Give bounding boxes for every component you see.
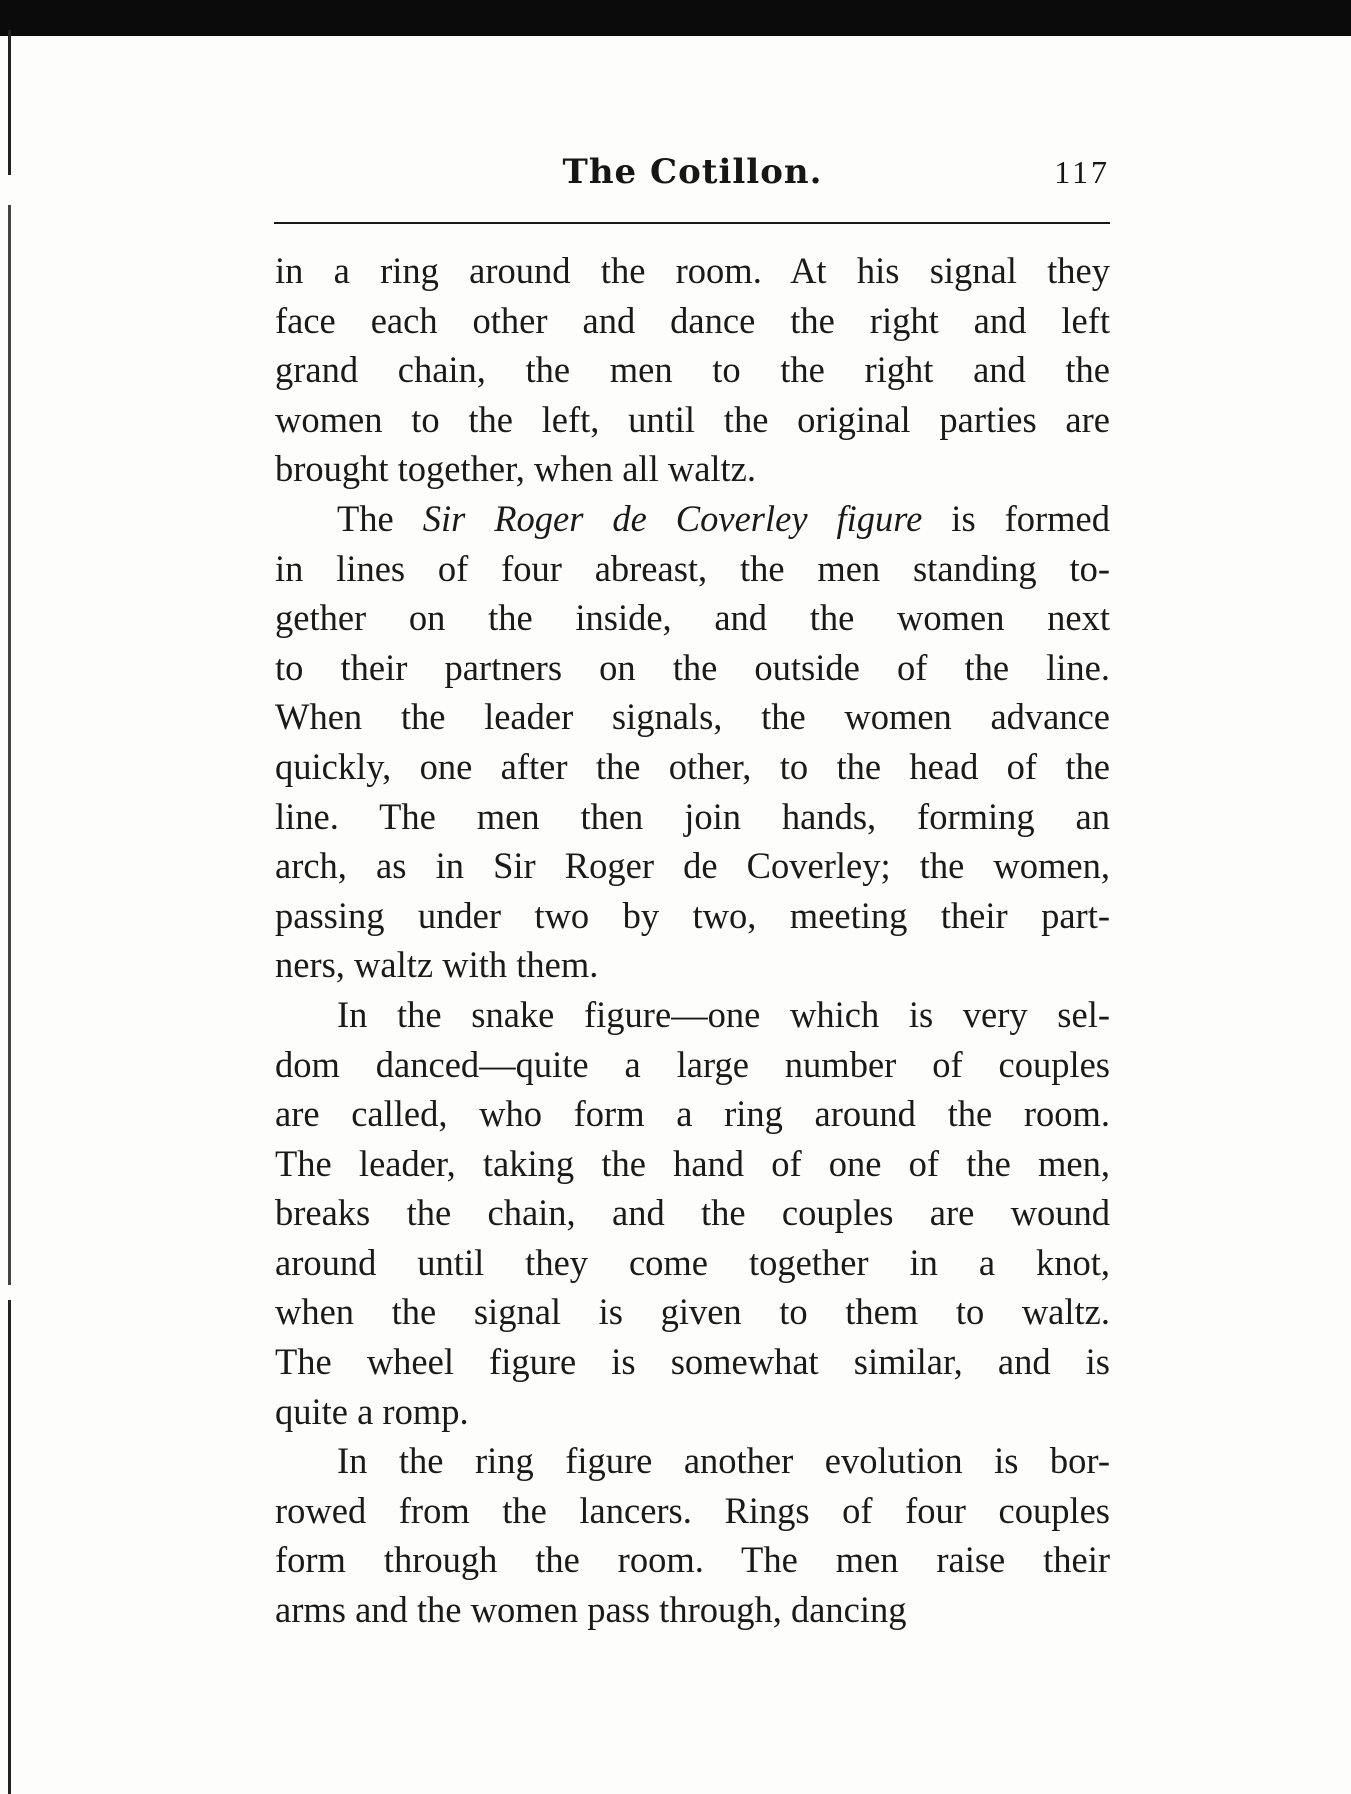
text-line: brought together, when all waltz. — [275, 448, 757, 490]
text-line: to their partners on the outside of the line. — [275, 646, 1110, 688]
text-line: dom danced—quite a large number of couples — [275, 1043, 1110, 1085]
text-line: in lines of four abreast, the men standing to- — [275, 547, 1110, 589]
header-rule — [274, 222, 1110, 224]
text-line: breaks the chain, and the couples are wound — [275, 1192, 1110, 1234]
text-line: The wheel figure is somewhat similar, and is — [275, 1341, 1110, 1383]
scan-top-border — [0, 0, 1351, 36]
scan-left-edge — [8, 205, 11, 1285]
text-line: ners, waltz with them. — [275, 944, 599, 986]
text-line: in a ring around the room. At his signal they — [275, 250, 1110, 291]
text-line: passing under two by two, meeting their part- — [275, 894, 1110, 936]
italic-phrase: Sir Roger de Coverley figure — [422, 497, 923, 539]
text-line: form through the room. The men raise their — [275, 1539, 1110, 1581]
text-line: quite a romp. — [275, 1390, 469, 1432]
text-line: line. The men then join hands, forming an — [275, 795, 1110, 837]
page-number: 117 — [1054, 154, 1110, 190]
text-line: women to the left, until the original parties are — [275, 398, 1110, 440]
text-line: gether on the inside, and the women next — [275, 597, 1110, 639]
text-run: The — [337, 497, 423, 539]
text-line: arms and the women pass through, dancing — [275, 1589, 907, 1631]
text-line: In the ring figure another evolution is bor- — [337, 1440, 1110, 1482]
scan-left-edge — [8, 30, 11, 175]
page-header — [275, 152, 1110, 204]
body-text — [275, 246, 1110, 1635]
text-line: The leader, taking the hand of one of the men, — [275, 1142, 1110, 1184]
text-line: arch, as in Sir Roger de Coverley; the women, — [275, 845, 1110, 887]
text-line — [275, 494, 1110, 544]
text-line: around until they come together in a knot, — [275, 1241, 1110, 1283]
text-line: grand chain, the men to the right and the — [275, 349, 1110, 391]
text-line: rowed from the lancers. Rings of four couples — [275, 1489, 1110, 1531]
text-line: when the signal is given to them to waltz. — [275, 1291, 1110, 1333]
text-line: face each other and dance the right and left — [275, 299, 1110, 341]
text-run: is formed — [922, 497, 1110, 539]
running-head: The Cotillon. — [562, 152, 823, 192]
text-line: In the snake figure—one which is very sel- — [337, 993, 1110, 1035]
text-line: When the leader signals, the women advance — [275, 696, 1110, 738]
text-line: quickly, one after the other, to the head of the — [275, 745, 1110, 787]
text-line: are called, who form a ring around the room. — [275, 1093, 1110, 1135]
scan-left-edge — [8, 1300, 11, 1794]
